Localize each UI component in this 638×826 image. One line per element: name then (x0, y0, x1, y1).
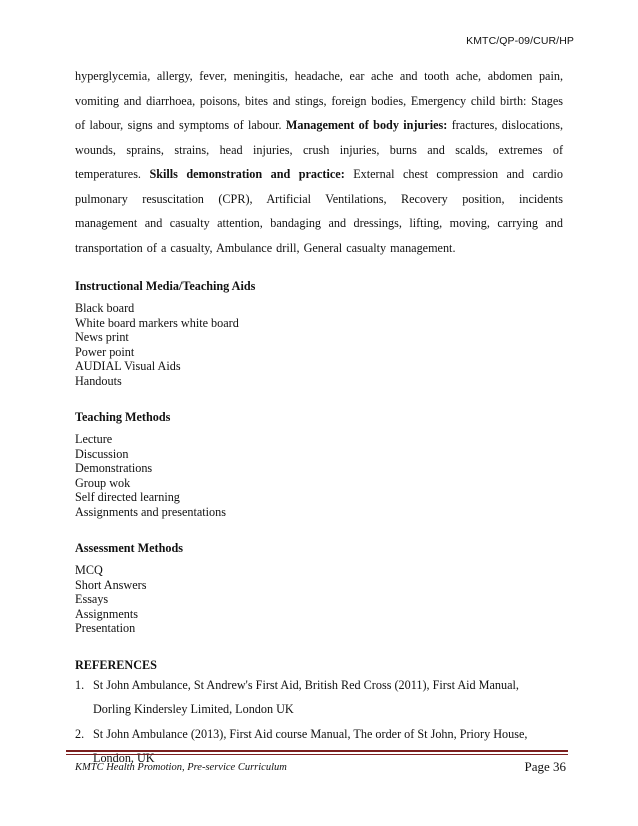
content-line (75, 113, 563, 138)
content-line: vomiting and diarrhoea, poisons, bites and stings, foreign bodies, Emergency child birth: Stages (75, 93, 563, 108)
content-line: pulmonary resuscitation (CPR), Artificial Ventilations, Recovery position, incidents (75, 191, 563, 206)
subtopic-heading: Skills demonstration and practice: (149, 167, 345, 181)
footer-rule (66, 750, 568, 752)
reference-number: 1. (75, 677, 85, 692)
page-number: Page 36 (524, 759, 566, 774)
list-item: Discussion (75, 446, 129, 461)
list-item: MCQ (75, 563, 103, 577)
reference-line: St John Ambulance (2013), First Aid course Manual, The order of St John, Priory House, (93, 726, 528, 741)
list-item: Group wok (75, 475, 131, 490)
content-line: hyperglycemia, allergy, fever, meningitis, headache, ear ache and tooth ache, abdomen pain, (75, 69, 563, 83)
list-item: Lecture (75, 432, 113, 446)
content-text: External chest compression and cardio (353, 167, 563, 181)
references-heading: REFERENCES (75, 657, 157, 672)
content-line: wounds, sprains, strains, head injuries, crush injuries, burns and scalds, extremes of (75, 142, 563, 157)
teaching-methods-list (75, 432, 563, 519)
subtopic-heading: Management of body injuries: (285, 118, 448, 132)
instructional-media-list (75, 301, 563, 388)
instructional-media-heading: Instructional Media/Teaching Aids (75, 279, 256, 293)
list-item: White board markers white board (75, 315, 239, 330)
reference-text (93, 673, 563, 722)
footer-rule (66, 754, 568, 755)
assessment-methods-heading: Assessment Methods (75, 541, 183, 555)
reference-line: Dorling Kindersley Limited, London UK (93, 702, 294, 716)
list-item: Presentation (75, 621, 136, 635)
reference-number: 2. (75, 726, 85, 741)
list-item: Assignments and presentations (75, 504, 226, 519)
list-item: Power point (75, 344, 135, 359)
list-item: Black board (75, 301, 135, 315)
content-line: transportation of a casualty, Ambulance drill, General casualty management. (75, 240, 456, 255)
document-code: KMTC/QP-09/CUR/HP (466, 35, 574, 47)
reference-line: London, UK (93, 751, 155, 765)
list-item: Demonstrations (75, 461, 153, 475)
content-text: temperatures. (75, 167, 141, 181)
list-item: Self directed learning (75, 490, 180, 504)
assessment-methods-list (75, 563, 563, 636)
page-body (75, 64, 563, 771)
list-item: Assignments (75, 606, 138, 621)
references-list (75, 673, 563, 771)
content-text: of labour, signs and symptoms of labour. (75, 118, 282, 132)
list-item: Essays (75, 592, 109, 606)
content-line (75, 162, 563, 187)
list-item: News print (75, 330, 129, 344)
teaching-methods-heading: Teaching Methods (75, 410, 171, 424)
footer-title: KMTC Health Promotion, Pre-service Curriculum (75, 762, 287, 773)
list-item: AUDIAL Visual Aids (75, 359, 181, 373)
content-text: fractures, dislocations, (451, 118, 564, 132)
list-item: Short Answers (75, 577, 147, 592)
reference-item (75, 673, 563, 722)
content-line: management and casualty attention, bandaging and dressings, lifting, moving, carrying and (75, 216, 563, 230)
reference-line: St John Ambulance, St Andrew's First Aid, British Red Cross (2011), First Aid Manual, (93, 677, 519, 692)
course-content-paragraph (75, 64, 563, 260)
list-item: Handouts (75, 373, 122, 388)
